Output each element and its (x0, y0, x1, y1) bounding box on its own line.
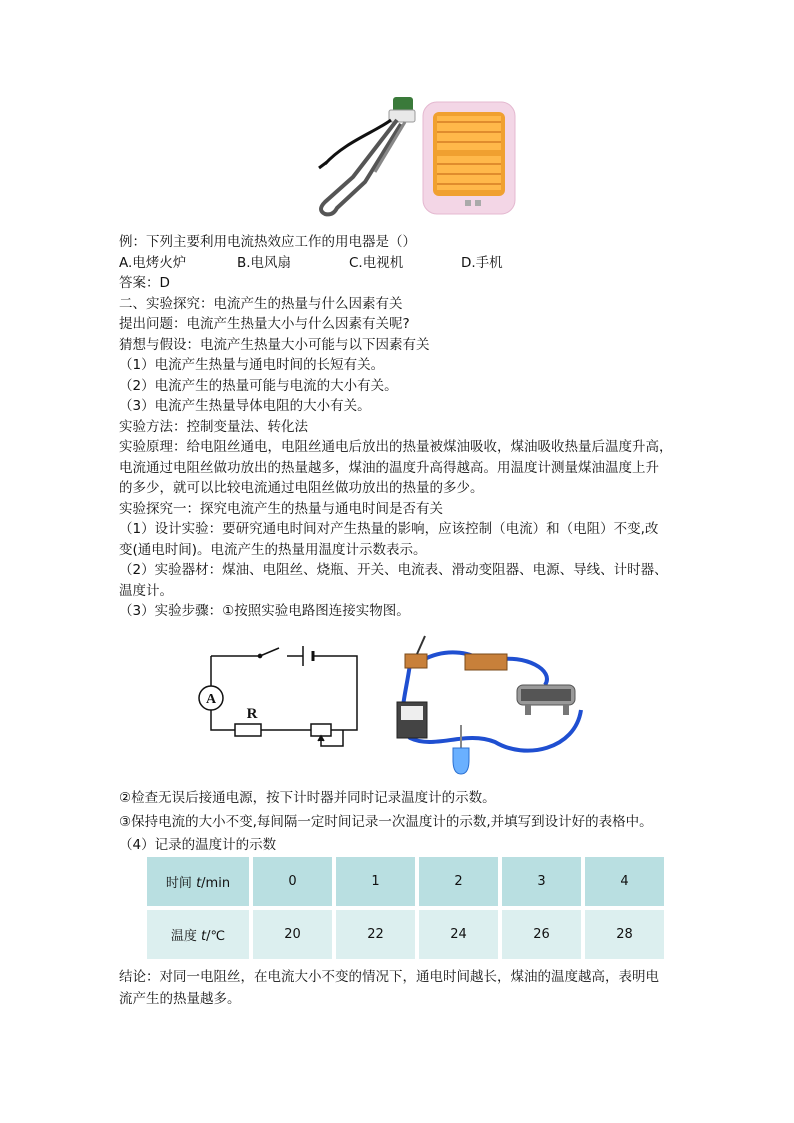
time-cell: 0 (253, 857, 336, 910)
conclusion-line-1: 结论：对同一电阻丝，在电流大小不变的情况下，通电时间越长，煤油的温度越高，表明电 (119, 969, 659, 985)
conclusion (119, 966, 679, 1010)
switch-symbol (260, 648, 279, 656)
time-cell: 3 (502, 857, 585, 910)
hypothesis-1: （1）电流产生热量与通电时间的长短有关。 (119, 357, 385, 373)
resistor-symbol (235, 724, 261, 736)
steps-continued (119, 787, 653, 858)
question-text: 提出问题：电流产生热量大小与什么因素有关呢? (119, 316, 410, 332)
example-answer: 答案：D (119, 275, 170, 291)
record-title: （4）记录的温度计的示数 (119, 837, 277, 853)
temperature-cell: 26 (502, 910, 585, 963)
temperature-header-cell (147, 910, 253, 963)
resistor-board-photo (465, 654, 507, 670)
time-cell: 2 (419, 857, 502, 910)
steps-line-2: ②检查无误后接通电源，按下计时器并同时记录温度计的示数。 (119, 790, 496, 806)
temperature-variable: t (201, 929, 207, 944)
switch-photo (405, 654, 427, 668)
option-a: A.电烤火炉 (119, 254, 187, 271)
temperature-row (147, 910, 668, 963)
design-line-2: 变(通电时间)。电流产生的热量用温度计示数表示。 (119, 541, 427, 558)
design-line-1: （1）设计实验：要研究通电时间对产生热量的影响，应该控制（电流）和（电阻）不变,改 (119, 521, 659, 537)
hypothesis-3: （3）电流产生热量导体电阻的大小有关。 (119, 398, 371, 414)
conclusion-line-2: 流产生的热量越多。 (119, 991, 241, 1007)
time-header-cell (147, 857, 253, 910)
method-text: 实验方法：控制变量法、转化法 (119, 418, 308, 435)
section-title: 二、实验探究：电流产生的热量与什么因素有关 (119, 295, 403, 312)
time-row (147, 857, 668, 910)
experiment-1-title: 实验探究一：探究电流产生的热量与通电时间是否有关 (119, 500, 443, 517)
temperature-cell: 28 (585, 910, 668, 963)
temperature-header-label: 温度 (170, 929, 202, 944)
example-options (119, 253, 679, 274)
materials-line-2: 温度计。 (119, 582, 173, 599)
main-text (119, 232, 679, 622)
hypothesis-text: 猜想与假设：电流产生热量大小可能与以下因素有关 (119, 336, 430, 353)
steps-line-1: （3）实验步骤：①按照实验电路图连接实物图。 (119, 603, 410, 619)
space-heater-image (423, 102, 515, 214)
circuit-figure (195, 630, 595, 780)
temperature-cell: 20 (253, 910, 336, 963)
time-unit: /min (201, 876, 231, 891)
option-b: B.电风扇 (237, 254, 292, 271)
materials-line-1: （2）实验器材：煤油、电阻丝、烧瓶、开关、电流表、滑动变阻器、电源、导线、计时器、 (119, 562, 668, 578)
time-cell: 1 (336, 857, 419, 910)
temperature-cell: 24 (419, 910, 502, 963)
option-c: C.电视机 (349, 254, 404, 271)
principle-line-2: 电流通过电阻丝做功放出的热量越多，煤油的温度升高得越高。用温度计测量煤油温度上升 (119, 459, 659, 476)
example-question: 例：下列主要利用电流热效应工作的用电器是（） (119, 234, 416, 250)
temperature-cell: 22 (336, 910, 419, 963)
resistor-label: R (246, 706, 258, 722)
ammeter-label: A (205, 692, 217, 707)
time-variable: t (196, 876, 202, 891)
principle-line-1: 实验原理：给电阻丝通电，电阻丝通电后放出的热量被煤油吸收，煤油吸收热量后温度升高， (119, 439, 673, 455)
rheostat-symbol (311, 724, 331, 736)
hypothesis-2: （2）电流产生的热量可能与电流的大小有关。 (119, 377, 398, 394)
apparatus-photo (397, 636, 581, 774)
circuit-diagram (199, 646, 357, 746)
principle-line-3: 的多少，就可以比较电流通过电阻丝做功放出的热量的多少。 (119, 480, 484, 496)
appliance-images (305, 92, 525, 220)
time-cell: 4 (585, 857, 668, 910)
temperature-table (147, 857, 668, 963)
flask-photo (453, 748, 469, 774)
option-d: D.手机 (461, 254, 503, 271)
steps-line-3: ③保持电流的大小不变,每间隔一定时间记录一次温度计的示数,并填写到设计好的表格中。 (119, 813, 653, 830)
time-header-label: 时间 (165, 876, 197, 891)
immersion-heater-image (319, 97, 415, 214)
temperature-unit: /℃ (206, 929, 226, 944)
